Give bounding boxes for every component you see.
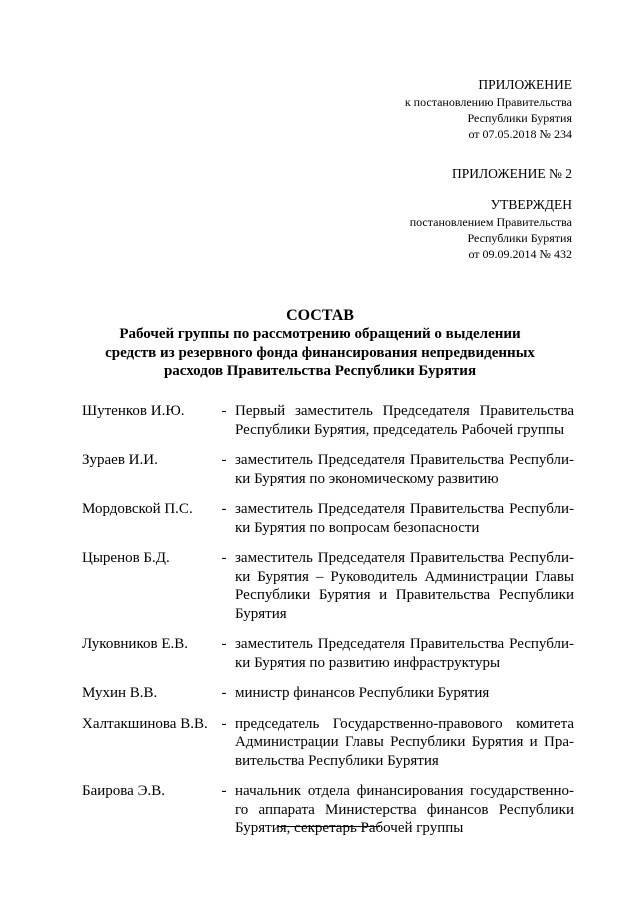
title-line-2: средств из резервного фонда финансирования непредвиденных — [105, 344, 535, 361]
member-name: Цыренов Б.Д. — [82, 550, 170, 566]
member-row — [82, 635, 574, 672]
member-dash: - — [221, 452, 227, 468]
member-dash: - — [221, 501, 227, 517]
member-row — [82, 782, 574, 838]
member-role: заместитель Председателя Правительства Республи-ки Бурятия по вопросам безопасности — [235, 501, 574, 536]
closing-rule — [278, 826, 380, 827]
approved-header — [410, 196, 572, 262]
member-name: Халтакшинова В.В. — [82, 715, 208, 732]
member-role: заместитель Председателя Правительства Республи-ки Бурятия по развитию инфраструктуры — [235, 636, 574, 671]
member-row — [82, 500, 574, 537]
members-list — [82, 402, 574, 850]
member-name: Мордовской П.С. — [82, 501, 193, 517]
member-row — [82, 402, 574, 439]
appendix-line-2: Республики Бурятия — [467, 111, 572, 125]
member-row — [82, 549, 574, 623]
approved-title: УТВЕРЖДЕН — [490, 197, 572, 212]
member-dash: - — [221, 550, 227, 566]
approved-line-2: Республики Бурятия — [467, 231, 572, 245]
member-row — [82, 451, 574, 488]
member-role: министр финансов Республики Бурятия — [235, 685, 490, 701]
member-dash: - — [221, 403, 227, 419]
member-role: Первый заместитель Председателя Правительства Республики Бурятия, председатель Рабочей группы — [235, 403, 574, 438]
appendix-2-header — [452, 165, 572, 183]
member-dash: - — [221, 783, 227, 799]
member-dash: - — [221, 685, 227, 701]
member-name: Мухин В.В. — [82, 685, 158, 701]
appendix-title: ПРИЛОЖЕНИЕ — [478, 77, 572, 92]
title-line-3: расходов Правительства Республики Бурятия — [163, 363, 477, 379]
approved-line-3: от 09.09.2014 № 432 — [468, 247, 572, 261]
member-row — [82, 715, 574, 771]
appendix-header — [405, 76, 572, 142]
approved-line-1: постановлением Правительства — [409, 215, 572, 229]
member-name: Зураев И.И. — [82, 452, 158, 468]
member-role: начальник отдела финансирования государственно-го аппарата Министерства финансов Республики Бурятия, секретарь Рабочей группы — [235, 783, 574, 836]
member-role: заместитель Председателя Правительства Республи-ки Бурятия – Руководитель Администрации Главы Республики Бурятия и Правительства Республики Бурятия — [235, 550, 574, 622]
appendix-line-1: к постановлению Правительства — [404, 95, 572, 109]
title-line-1: Рабочей группы по рассмотрению обращений о выделении — [119, 326, 521, 342]
member-row — [82, 684, 574, 703]
member-name: Баирова Э.В. — [82, 783, 165, 799]
member-dash: - — [221, 636, 227, 652]
document-title — [0, 306, 640, 381]
member-name: Луковников Е.В. — [82, 636, 188, 652]
appendix-line-3: от 07.05.2018 № 234 — [468, 127, 572, 141]
member-role: заместитель Председателя Правительства Республи-ки Бурятия по экономическому развитию — [235, 452, 574, 487]
member-dash: - — [221, 715, 227, 732]
member-role: председатель Государственно-правового комитета Администрации Главы Республики Бурятия и Пра-вительства Республики Бурятия — [235, 715, 574, 769]
title-main: СОСТАВ — [286, 307, 354, 324]
member-name: Шутенков И.Ю. — [82, 403, 185, 419]
appendix-2-title: ПРИЛОЖЕНИЕ № 2 — [451, 166, 572, 181]
